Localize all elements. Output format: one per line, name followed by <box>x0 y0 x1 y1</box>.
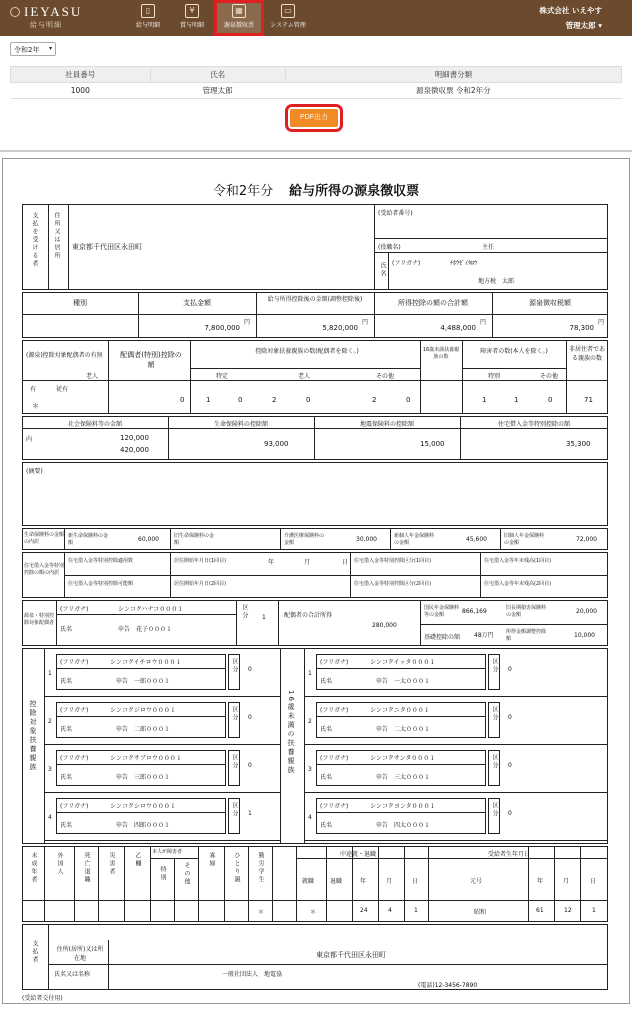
app-logo[interactable]: IEYASU <box>10 4 82 20</box>
value-count: 1 <box>206 396 211 404</box>
flag-value: 4 <box>388 907 392 914</box>
year-select[interactable]: 令和2年 ▾ <box>10 42 56 56</box>
flag-value: 12 <box>564 907 572 914</box>
flag-value: 61 <box>536 907 544 914</box>
doc-title: 令和2年分 給与所得の源泉徴収票 <box>212 184 420 199</box>
value-nonresident: 71 <box>584 396 593 404</box>
label-nonresident: 非居住者である親族の数 <box>568 346 605 362</box>
unit-yen: 円 <box>480 319 487 326</box>
flag-label: 中途就・退職 <box>340 851 377 858</box>
dependent-name: 申告 二太０００１ <box>376 726 431 733</box>
label-social-insurance: 社会保険料等の金額 <box>67 421 122 428</box>
label-yes: 有 <box>30 386 37 393</box>
value-count: 0 <box>306 396 311 404</box>
payer-box <box>22 924 608 990</box>
label-dependent-count: 控除対象扶養親族の数(配偶者を除く。) <box>255 348 359 355</box>
remarks-label: (摘要) <box>26 468 43 475</box>
label-payer: 支払者 <box>31 940 38 964</box>
label-possible: 住宅借入金等特別控除可能額 <box>68 581 134 587</box>
flag-label: 就職 <box>302 878 315 885</box>
recipient-no-label: (受給者番号) <box>378 210 413 217</box>
label-furigana: (フリガナ) <box>320 707 349 714</box>
label-dependents: 控除対象扶養親族 <box>29 700 37 772</box>
label-name: 氏名 <box>60 626 73 633</box>
dependent-category: 0 <box>508 666 512 673</box>
label-furigana: (フリガナ) <box>60 606 89 613</box>
table-row[interactable] <box>11 83 622 99</box>
label-furigana: (フリガナ) <box>320 803 349 810</box>
label-category: 区分 <box>231 706 238 722</box>
row-number: 3 <box>48 766 52 773</box>
label-class2: 住宅借入金等特別控除区分(2回目) <box>354 581 432 587</box>
label-month: 月 <box>304 559 311 566</box>
payer-phone: (電話)12-3456-7890 <box>418 982 478 989</box>
star-mark: ＊ <box>32 402 39 410</box>
row-number: 1 <box>308 670 312 677</box>
label-life-insurance: 生命保険料の控除額 <box>213 421 268 428</box>
label-elderly: 老人 <box>86 373 99 380</box>
row-number: 3 <box>308 766 312 773</box>
label-apply-count: 住宅借入金等特別控除適用数 <box>68 558 134 564</box>
value-count: 0 <box>548 396 553 404</box>
company-name: 株式会社 いえやす <box>539 6 602 15</box>
label-class1: 住宅借入金等特別控除区分(1回目) <box>354 558 432 564</box>
label-year: 年 <box>268 559 275 566</box>
furigana-label: (フリガナ) <box>392 260 421 267</box>
value-damage-ins: 20,000 <box>576 608 597 615</box>
label-name: 氏名 <box>60 822 73 829</box>
post-value: 主任 <box>482 244 495 251</box>
label-category: 区分 <box>491 802 498 818</box>
nav-bonus[interactable]: ¥ 賞与明細 <box>179 6 204 29</box>
value-new-life: 60,000 <box>138 536 159 543</box>
furigana-value: ﾁﾎｳｾﾞｲﾀﾛｳ <box>450 260 478 267</box>
name-label: 氏名 <box>379 262 386 278</box>
label-spouse: 源泉・特別控除対象配偶者 <box>24 613 55 626</box>
dependent-category: 0 <box>248 762 252 769</box>
label-furigana: (フリガナ) <box>320 659 349 666</box>
label-furigana: (フリガナ) <box>320 755 349 762</box>
label-category: 区分 <box>231 754 238 770</box>
row-number: 4 <box>308 814 312 821</box>
dependent-category: 0 <box>248 714 252 721</box>
unit-yen: 円 <box>598 319 605 326</box>
spouse-category: 1 <box>262 614 266 621</box>
value-adjust: 10,000 <box>574 632 595 639</box>
label-type: 種別 <box>73 299 87 307</box>
value-count: 1 <box>482 396 487 404</box>
label-earthquake: 地震保険料の控除額 <box>359 421 414 428</box>
flag-label: 寡婦 <box>208 852 215 868</box>
dependent-name: 申告 四郎０００１ <box>116 822 171 829</box>
nav-system[interactable]: ▭ システム管理 <box>270 6 306 29</box>
unit-yen: 円 <box>244 319 251 326</box>
dependent-category: 0 <box>508 762 512 769</box>
label-furigana: (フリガナ) <box>60 659 89 666</box>
label-name: 氏名 <box>320 678 333 685</box>
dependent-name: 申告 一郎０００１ <box>116 678 171 685</box>
value-old-pension: 72,000 <box>576 536 597 543</box>
label-new-pension: 新個人年金保険料の金額 <box>394 533 435 546</box>
col-header: 明細書分類 <box>285 67 621 83</box>
dependent-kana: シンコクサブロウ０００１ <box>110 755 182 762</box>
label-name: 氏名 <box>60 726 73 733</box>
flag-label: 月 <box>563 878 570 885</box>
label-name: 氏名 <box>60 774 73 781</box>
label-life-breakdown: 生命保険料の金額の内訳 <box>24 532 65 545</box>
flag-label: 死亡退職 <box>83 852 90 884</box>
dependent-category: 0 <box>508 714 512 721</box>
label-furigana: (フリガナ) <box>60 803 89 810</box>
dependent-name: 申告 一太０００１ <box>376 678 431 685</box>
flag-value: 1 <box>414 907 418 914</box>
flag-label: 日 <box>590 878 597 885</box>
flag-value: 1 <box>592 907 596 914</box>
remarks-box <box>22 462 608 526</box>
flag-label: 年 <box>537 878 544 885</box>
label-basic-deduction: 基礎控除の額 <box>424 634 461 641</box>
pdf-output-button[interactable]: PDF出力 <box>290 109 338 127</box>
label-pension: 国民年金保険料等の金額 <box>424 605 460 618</box>
label-old-pension: 旧個人年金保険料の金額 <box>504 533 545 546</box>
value-spouse-deduction: 0 <box>180 396 185 404</box>
dependent-name: 申告 二郎０００１ <box>116 726 171 733</box>
label-payer-name: 氏名又は名称 <box>54 971 91 978</box>
payer-address: 東京都千代田区永田町 <box>316 951 386 959</box>
calc-icon: ▦ <box>232 4 246 18</box>
flag-label: 日 <box>412 878 419 885</box>
payee-address: 東京都千代田区永田町 <box>72 243 142 251</box>
spouse-kana: シンコクハナコ０００１ <box>118 606 184 613</box>
value-count: 2 <box>272 396 277 404</box>
flag-label: 未成年者 <box>30 852 37 884</box>
label-housing-loan: 住宅借入金等特別控除の額 <box>497 421 570 428</box>
label-other: その他 <box>376 373 395 380</box>
label-name: 氏名 <box>60 678 73 685</box>
label-name: 氏名 <box>320 822 333 829</box>
label-under16-dependents: 16歳未満の扶養親族 <box>287 690 295 775</box>
dependent-name: 申告 四太０００１ <box>376 822 431 829</box>
flag-value: ＊ <box>310 909 317 916</box>
payee-label: 支払を受ける者 <box>31 212 38 268</box>
label-furigana: (フリガナ) <box>60 707 89 714</box>
label-name: 氏名 <box>320 774 333 781</box>
value-pension: 866,169 <box>462 608 487 615</box>
cell: 源泉徴収票 令和2年分 <box>285 83 621 99</box>
payee-name: 地方税 太郎 <box>478 278 515 285</box>
flag-label: 本人が障害者 <box>152 849 183 855</box>
flag-value: 24 <box>360 907 368 914</box>
label-payment: 支払金額 <box>183 299 211 307</box>
value-after-deduction: 5,820,000 <box>322 324 358 332</box>
label-spouse-flag: (源泉)控除対象配偶者の有無 <box>26 352 103 359</box>
divider <box>0 150 632 152</box>
label-start-date2: 居住開始年月日(2回目) <box>174 581 227 587</box>
value-basic-deduction: 48万円 <box>474 632 494 639</box>
value-social-insurance: 420,000 <box>120 446 149 454</box>
flag-label: ひとり親 <box>233 852 240 884</box>
row-number: 2 <box>48 718 52 725</box>
label-furigana: (フリガナ) <box>60 755 89 762</box>
flag-label: その他 <box>183 862 190 886</box>
label-damage-ins: 旧長期損害保険料の金額 <box>506 605 547 618</box>
dependent-kana: シンコクニタ０００１ <box>370 707 430 714</box>
label-day: 日 <box>342 559 349 566</box>
dependent-name: 申告 三郎０００１ <box>116 774 171 781</box>
label-subyes: 従有 <box>56 386 69 393</box>
label-spouse-deduction: 配偶者(特別)控除の額 <box>120 351 182 369</box>
cell: 管理太郎 <box>150 83 285 99</box>
app-header <box>0 0 632 36</box>
monitor-icon: ▭ <box>281 4 295 18</box>
label-inner: 内 <box>26 436 33 443</box>
dependent-category: 0 <box>248 666 252 673</box>
row-number: 4 <box>48 814 52 821</box>
flag-value: ＊ <box>258 909 265 916</box>
label-disabled: 障害者の数(本人を除く。) <box>480 348 548 355</box>
flag-label: 年 <box>360 878 367 885</box>
nav-payslip[interactable]: ▯ 給与明細 <box>135 6 160 29</box>
flag-value: 昭和 <box>474 909 487 916</box>
label-category: 区分 <box>241 604 248 620</box>
flag-label: 災害者 <box>108 852 115 876</box>
label-adjust: 所得金額調整控除額 <box>506 629 547 642</box>
label-old-life: 旧生命保険料の金額 <box>174 533 215 546</box>
flag-label: 外国人 <box>56 852 63 876</box>
logo-subtitle: 給与明細 <box>30 21 62 29</box>
value-earthquake: 15,000 <box>420 440 445 448</box>
label-name: 氏名 <box>320 726 333 733</box>
spouse-name: 申告 花子０００１ <box>118 626 173 633</box>
value-count: 0 <box>238 396 243 404</box>
nav-withholding[interactable]: ▦ 源泉徴収票 <box>214 0 264 36</box>
value-deduction-total: 4,488,000 <box>440 324 476 332</box>
label-spouse-income: 配偶者の合計所得 <box>284 612 333 619</box>
employee-table <box>10 66 622 99</box>
value-count: 1 <box>514 396 519 404</box>
user-menu[interactable]: 管理太郎 ▾ <box>565 21 602 30</box>
label-under16: 16歳未満扶養親族の数 <box>422 347 460 360</box>
dependent-kana: シンコクシロウ０００１ <box>110 803 176 810</box>
value-withholding-tax: 78,300 <box>569 324 594 332</box>
flag-label: 退職 <box>330 878 343 885</box>
label-medical: 介護医療保険料の金額 <box>284 533 325 546</box>
dependent-kana: シンコクイッタ０００１ <box>370 659 436 666</box>
unit-yen: 円 <box>362 319 369 326</box>
label-deduction-total: 所得控除の額の合計額 <box>398 299 468 307</box>
label-balance2: 住宅借入金等年末残高(2回目) <box>484 581 552 587</box>
dependent-kana: シンコクジロウ０００１ <box>110 707 176 714</box>
value-life-insurance: 93,000 <box>264 440 289 448</box>
flag-label: 乙欄 <box>134 852 141 868</box>
value-new-pension: 45,600 <box>466 536 487 543</box>
value-count: 2 <box>372 396 377 404</box>
label-elderly2: 老人 <box>298 373 311 380</box>
label-category: 区分 <box>491 658 498 674</box>
phone-icon: ▯ <box>141 4 155 18</box>
row-number: 2 <box>308 718 312 725</box>
dependent-kana: シンコクサンタ０００１ <box>370 755 436 762</box>
label-start-date1: 居住開始年月日(1回目) <box>174 558 227 564</box>
label-other2: その他 <box>540 373 559 380</box>
label-balance1: 住宅借入金等年末残高(1回目) <box>484 558 552 564</box>
label-category: 区分 <box>491 706 498 722</box>
spouse-income: 280,000 <box>372 622 397 629</box>
flag-label: 受給者生年月日 <box>488 851 531 858</box>
chevron-down-icon: ▾ <box>48 45 52 52</box>
value-payment: 7,800,000 <box>204 324 240 332</box>
logo-mark-icon <box>10 7 20 17</box>
dependent-category: 1 <box>248 810 252 817</box>
flag-label: 元号 <box>470 878 483 885</box>
addr-label: 住所又は居所 <box>53 212 60 260</box>
label-withholding-tax: 源泉徴収税額 <box>529 299 571 307</box>
dependent-kana: シンコクイチロウ０００１ <box>110 659 182 666</box>
label-housing-breakdown: 住宅借入金等特別控除の額の内訳 <box>24 563 65 576</box>
value-housing-loan: 35,300 <box>566 440 591 448</box>
col-header: 氏名 <box>150 67 285 83</box>
flag-label: 月 <box>386 878 393 885</box>
row-number: 1 <box>48 670 52 677</box>
label-category: 区分 <box>491 754 498 770</box>
bonus-icon: ¥ <box>185 4 199 18</box>
value-inner: 120,000 <box>120 434 149 442</box>
dependent-name: 申告 三太０００１ <box>376 774 431 781</box>
flag-label: 勤労学生 <box>257 852 264 884</box>
label-new-life: 新生命保険料の金額 <box>68 533 109 546</box>
label-category: 区分 <box>231 658 238 674</box>
label-category: 区分 <box>231 802 238 818</box>
dependent-category: 0 <box>508 810 512 817</box>
post-label: (役職名) <box>378 244 401 251</box>
payer-name: 一般社団法人 地電協 <box>222 971 283 978</box>
label-payer-address: 住所(居所)又は所在地 <box>56 946 104 962</box>
footer-note: (受給者交付用) <box>22 995 63 1002</box>
cell: 1000 <box>11 83 151 99</box>
label-specific: 特定 <box>216 373 229 380</box>
flag-label: 特別 <box>159 866 166 882</box>
value-medical: 30,000 <box>356 536 377 543</box>
label-special: 特別 <box>488 373 501 380</box>
dependent-kana: シンコクヨンタ０００１ <box>370 803 436 810</box>
value-count: 0 <box>406 396 411 404</box>
label-after-deduction: 給与所得控除後の金額(調整控除後) <box>267 296 363 303</box>
col-header: 社員番号 <box>11 67 151 83</box>
